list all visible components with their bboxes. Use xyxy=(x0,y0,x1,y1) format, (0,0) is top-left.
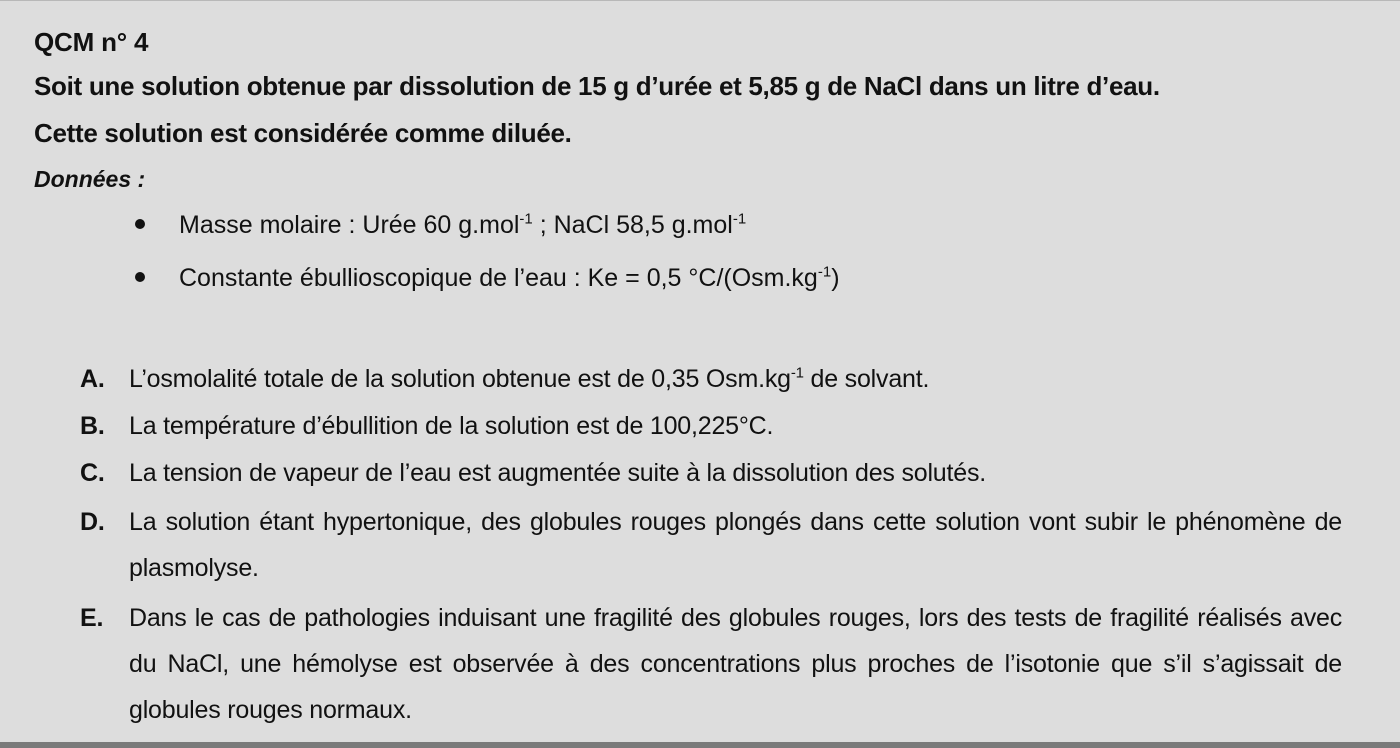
option-e xyxy=(80,595,1342,733)
bullet-icon xyxy=(135,219,145,229)
option-text: Dans le cas de pathologies induisant une fragilité des globules rouges, lors des tests de fragilité réalisés avec du NaCl, une hémolyse est observée à des concentrations plus proches de l’isotonie que s’il s’agissait de globules rouges normaux. xyxy=(129,604,1342,724)
data-item-text: Constante ébullioscopique de l’eau : Ke = 0,5 °C/(Osm.kg xyxy=(179,264,818,292)
option-text-part: de solvant. xyxy=(803,365,930,393)
data-item-text: Masse molaire : Urée 60 g.mol xyxy=(179,211,520,239)
option-letter: B. xyxy=(80,412,105,440)
question-statement-line-1: Soit une solution obtenue par dissolution de 15 g d’urée et 5,85 g de NaCl dans un litre d’eau. xyxy=(34,71,1160,101)
option-letter: C. xyxy=(80,459,105,487)
option-text: La température d’ébullition de la solution est de 100,225°C. xyxy=(129,412,774,440)
option-letter: E. xyxy=(80,604,104,632)
superscript: -1 xyxy=(732,210,747,228)
option-text-part: L’osmolalité totale de la solution obtenue est de 0,35 Osm.kg xyxy=(129,365,791,393)
option-letter: A. xyxy=(80,365,105,393)
option-text: La solution étant hypertonique, des globules rouges plongés dans cette solution vont subir le phénomène de plasmolyse. xyxy=(129,508,1342,582)
page-bottom-border xyxy=(0,742,1400,748)
question-statement-line-2: Cette solution est considérée comme diluée. xyxy=(34,118,572,148)
bullet-icon xyxy=(135,272,145,282)
data-label: Données : xyxy=(34,166,146,192)
option-c xyxy=(80,450,1342,496)
option-d xyxy=(80,499,1342,591)
superscript: -1 xyxy=(790,364,804,382)
data-item-text: ; NaCl 58,5 g.mol xyxy=(532,211,733,239)
data-item-molar-mass xyxy=(135,211,746,240)
superscript: -1 xyxy=(519,210,533,228)
data-item-text: ) xyxy=(831,264,840,292)
option-b xyxy=(80,403,1342,449)
superscript: -1 xyxy=(817,263,832,281)
option-text xyxy=(129,356,1342,402)
option-text: La tension de vapeur de l’eau est augmentée suite à la dissolution des solutés. xyxy=(129,459,987,487)
option-letter: D. xyxy=(80,508,105,536)
question-title: QCM n° 4 xyxy=(34,27,149,57)
data-item-ebullioscopic-constant xyxy=(135,264,840,293)
option-a xyxy=(80,356,1342,402)
